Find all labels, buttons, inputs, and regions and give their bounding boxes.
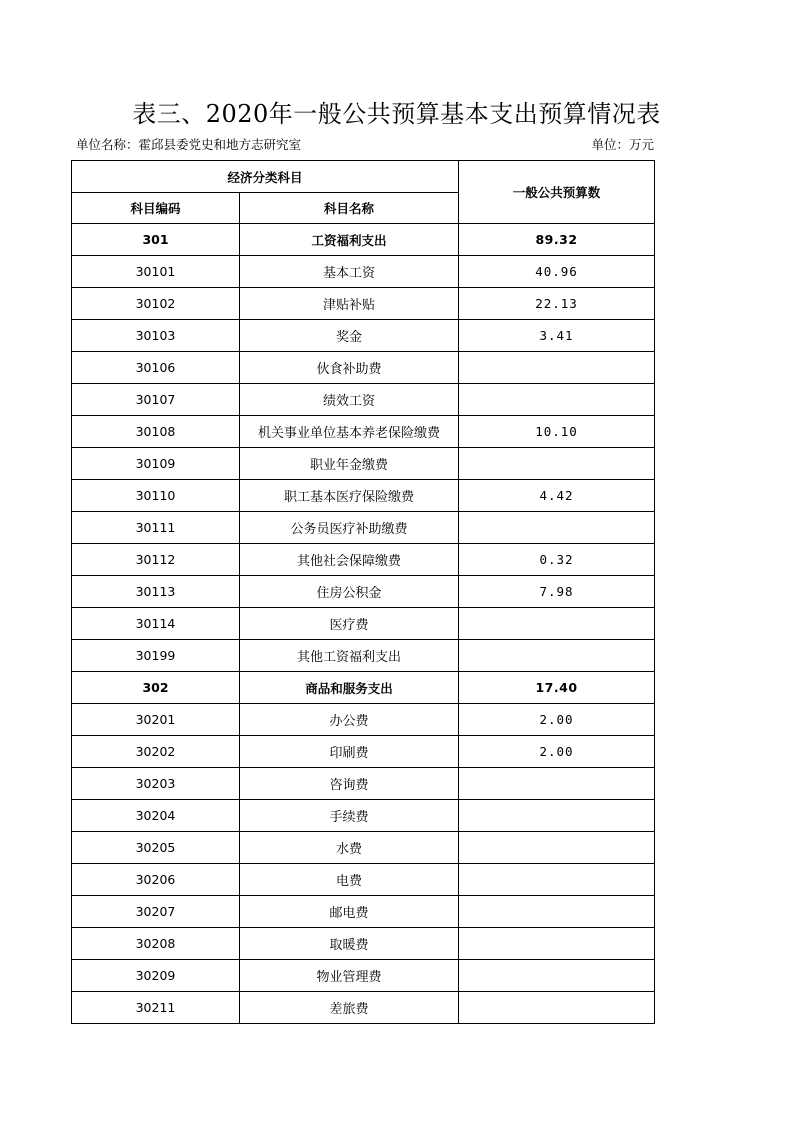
subject-code-cell: 30107: [72, 384, 240, 416]
subject-code-cell: 30106: [72, 352, 240, 384]
subject-name-cell: 伙食补助费: [240, 352, 459, 384]
budget-amount-cell: 22.13: [459, 288, 655, 320]
table-row: [72, 704, 655, 736]
table-row: [72, 352, 655, 384]
subject-code-cell: 301: [72, 224, 240, 256]
budget-amount-cell: [459, 512, 655, 544]
table-row: [72, 288, 655, 320]
budget-amount-cell: 4.42: [459, 480, 655, 512]
budget-amount-cell: 89.32: [459, 224, 655, 256]
table-row: [72, 640, 655, 672]
subject-name-cell: 工资福利支出: [240, 224, 459, 256]
subject-name-cell: 差旅费: [240, 992, 459, 1024]
subject-code-cell: 30207: [72, 896, 240, 928]
header-economic-category: 经济分类科目: [72, 161, 459, 193]
table-row: [72, 960, 655, 992]
subject-code-cell: 30204: [72, 800, 240, 832]
subject-name-cell: 职工基本医疗保险缴费: [240, 480, 459, 512]
budget-amount-cell: [459, 608, 655, 640]
table-row: [72, 384, 655, 416]
subject-code-cell: 30209: [72, 960, 240, 992]
budget-amount-cell: [459, 352, 655, 384]
subject-code-cell: 30113: [72, 576, 240, 608]
subject-name-cell: 住房公积金: [240, 576, 459, 608]
table-row: [72, 992, 655, 1024]
subject-code-cell: 30109: [72, 448, 240, 480]
subject-code-cell: 30114: [72, 608, 240, 640]
subject-name-cell: 职业年金缴费: [240, 448, 459, 480]
category-row: [72, 672, 655, 704]
header-general-budget-amount: 一般公共预算数: [459, 161, 655, 224]
budget-amount-cell: 0.32: [459, 544, 655, 576]
subject-name-cell: 水费: [240, 832, 459, 864]
subject-name-cell: 取暖费: [240, 928, 459, 960]
table-header-row: [72, 161, 655, 193]
subject-name-cell: 印刷费: [240, 736, 459, 768]
subject-code-cell: 30103: [72, 320, 240, 352]
subject-code-cell: 302: [72, 672, 240, 704]
budget-amount-cell: [459, 640, 655, 672]
subject-name-cell: 物业管理费: [240, 960, 459, 992]
table-row: [72, 768, 655, 800]
table-row: [72, 736, 655, 768]
subject-code-cell: 30203: [72, 768, 240, 800]
table-row: [72, 928, 655, 960]
budget-amount-cell: 10.10: [459, 416, 655, 448]
header-subject-name: 科目名称: [240, 193, 459, 224]
category-row: [72, 224, 655, 256]
budget-amount-cell: 2.00: [459, 736, 655, 768]
subject-name-cell: 津贴补贴: [240, 288, 459, 320]
budget-amount-cell: [459, 384, 655, 416]
table-row: [72, 448, 655, 480]
table-row: [72, 256, 655, 288]
subject-code-cell: 30112: [72, 544, 240, 576]
page-title: 表三、2020年一般公共预算基本支出预算情况表: [132, 100, 661, 128]
subject-code-cell: 30111: [72, 512, 240, 544]
budget-amount-cell: 7.98: [459, 576, 655, 608]
table-row: [72, 512, 655, 544]
budget-amount-cell: 2.00: [459, 704, 655, 736]
budget-amount-cell: [459, 960, 655, 992]
subject-name-cell: 手续费: [240, 800, 459, 832]
table-row: [72, 864, 655, 896]
table-row: [72, 800, 655, 832]
table-row: [72, 416, 655, 448]
budget-amount-cell: [459, 800, 655, 832]
subject-name-cell: 机关事业单位基本养老保险缴费: [240, 416, 459, 448]
subject-name-cell: 基本工资: [240, 256, 459, 288]
budget-amount-cell: [459, 864, 655, 896]
subject-name-cell: 奖金: [240, 320, 459, 352]
table-row: [72, 544, 655, 576]
budget-table: [71, 160, 655, 1024]
subject-code-cell: 30102: [72, 288, 240, 320]
subject-name-cell: 其他工资福利支出: [240, 640, 459, 672]
subject-name-cell: 办公费: [240, 704, 459, 736]
subject-name-cell: 咨询费: [240, 768, 459, 800]
subject-code-cell: 30108: [72, 416, 240, 448]
subject-code-cell: 30208: [72, 928, 240, 960]
budget-amount-cell: 3.41: [459, 320, 655, 352]
budget-amount-cell: 40.96: [459, 256, 655, 288]
budget-amount-cell: [459, 928, 655, 960]
subject-name-cell: 电费: [240, 864, 459, 896]
subject-name-cell: 商品和服务支出: [240, 672, 459, 704]
budget-amount-cell: [459, 768, 655, 800]
subject-name-cell: 公务员医疗补助缴费: [240, 512, 459, 544]
subject-code-cell: 30101: [72, 256, 240, 288]
budget-amount-cell: [459, 992, 655, 1024]
subject-name-cell: 其他社会保障缴费: [240, 544, 459, 576]
currency-unit-label: 单位：万元: [591, 137, 654, 152]
table-row: [72, 832, 655, 864]
unit-info-row: [76, 136, 654, 154]
budget-amount-cell: [459, 896, 655, 928]
subject-name-cell: 绩效工资: [240, 384, 459, 416]
subject-code-cell: 30202: [72, 736, 240, 768]
subject-code-cell: 30199: [72, 640, 240, 672]
table-row: [72, 320, 655, 352]
subject-code-cell: 30201: [72, 704, 240, 736]
subject-name-cell: 邮电费: [240, 896, 459, 928]
table-row: [72, 576, 655, 608]
subject-code-cell: 30206: [72, 864, 240, 896]
unit-name-label: 单位名称：霍邱县委党史和地方志研究室: [76, 137, 302, 152]
subject-code-cell: 30205: [72, 832, 240, 864]
budget-amount-cell: [459, 832, 655, 864]
table-body: [72, 224, 655, 1024]
table-row: [72, 608, 655, 640]
table-row: [72, 896, 655, 928]
subject-code-cell: 30211: [72, 992, 240, 1024]
subject-code-cell: 30110: [72, 480, 240, 512]
budget-amount-cell: [459, 448, 655, 480]
header-subject-code: 科目编码: [72, 193, 240, 224]
table-row: [72, 480, 655, 512]
budget-amount-cell: 17.40: [459, 672, 655, 704]
subject-name-cell: 医疗费: [240, 608, 459, 640]
